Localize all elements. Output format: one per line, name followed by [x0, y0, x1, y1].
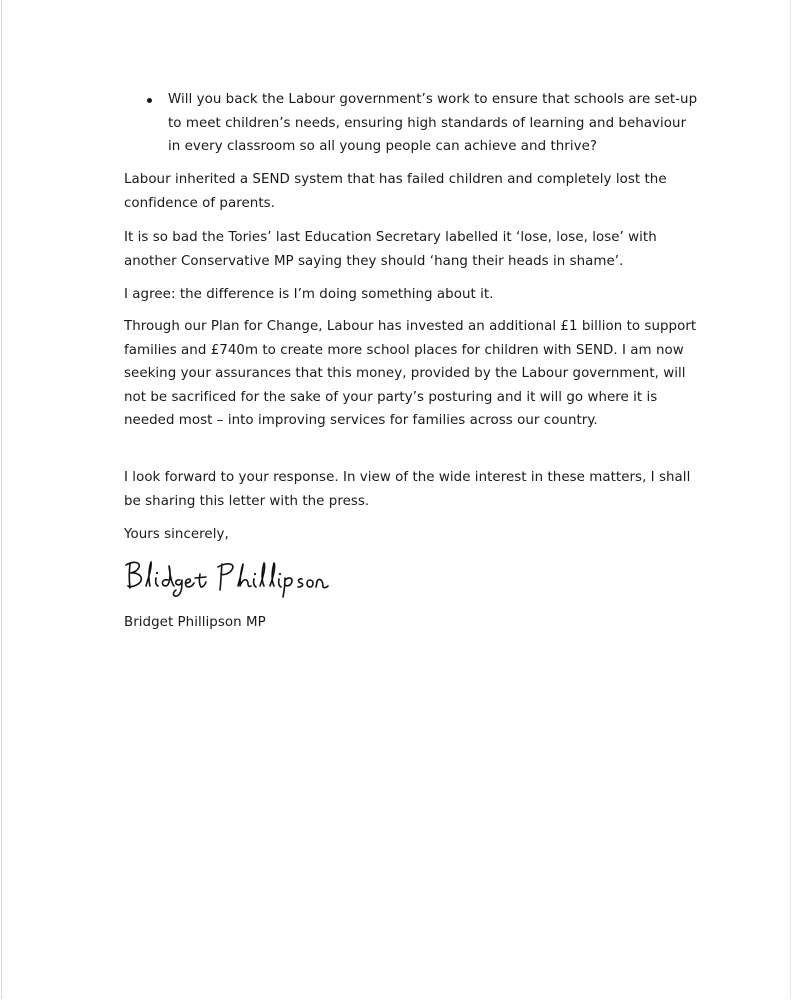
- paragraph-plan-for-change: Through our Plan for Change, Labour has invested an additional £1 billion to support families and £740m to create more school places for children with SEND. I am now seeking your assurances that this money, provided by the Labour government, will not be sacrificed for the sake of your party’s posturing and it will go where it is needed most – into improving services for families across our country.: [124, 319, 697, 428]
- bullet-icon: [147, 98, 152, 103]
- list-item: [142, 88, 702, 159]
- paragraph-tories-quote: It is so bad the Tories’ last Education Secretary labelled it ‘lose, lose, lose’ with another Conservative MP saying they should ‘hang their heads in shame’.: [124, 230, 657, 269]
- handwritten-signature: [122, 556, 332, 598]
- paragraph-send-system: Labour inherited a SEND system that has failed children and completely lost the confidence of parents.: [124, 172, 667, 211]
- letter-page: [1, 0, 791, 999]
- closing-salutation: Yours sincerely,: [124, 527, 229, 542]
- signer-name: Bridget Phillipson MP: [124, 615, 266, 630]
- question-list: [142, 88, 702, 159]
- paragraph-agree: I agree: the difference is I’m doing something about it.: [124, 287, 494, 302]
- bullet-text: Will you back the Labour government’s work to ensure that schools are set-up to meet children’s needs, ensuring high standards of learning and behaviour in every classroom so all young people can achieve and thrive?: [168, 92, 698, 154]
- paragraph-response: I look forward to your response. In view of the wide interest in these matters, I shall be sharing this letter with the press.: [124, 470, 691, 509]
